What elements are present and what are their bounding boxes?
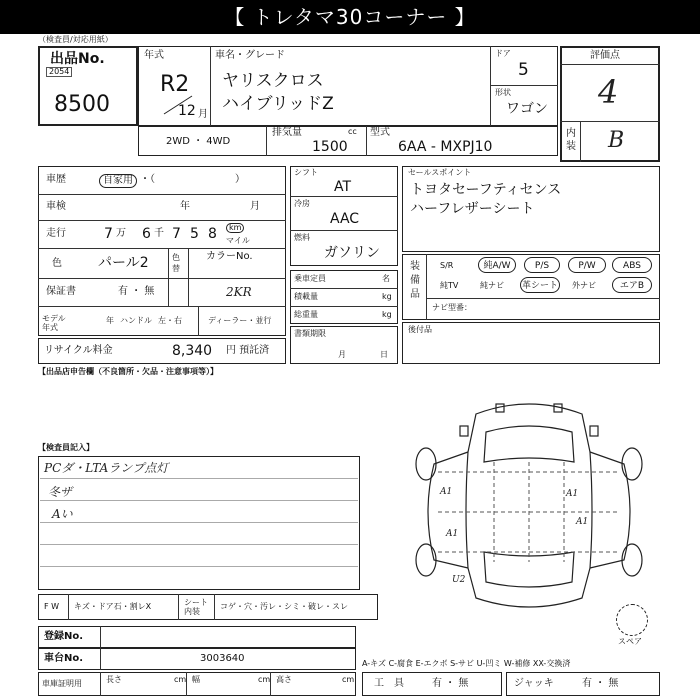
equip-navi: 純ナビ — [480, 281, 504, 290]
equip-ext-navi: 外ナビ — [572, 281, 596, 290]
lot-label: 出品No. — [50, 51, 105, 67]
equip-power-steering: P/S — [524, 257, 560, 273]
car-name: ヤリスクロス — [222, 71, 324, 91]
equip-leather-seat: 革シート — [520, 277, 560, 293]
inspector-note-1: PCダ・LTAランプ点灯 — [44, 461, 169, 475]
chassis-label: 車台No. — [44, 653, 84, 664]
car-grade: ハイブリッドZ — [222, 94, 334, 114]
header-note: （検査員/対応用紙） — [38, 35, 113, 44]
diagram-mark-5: U2 — [452, 575, 466, 585]
registration-label: 書類期限 — [294, 329, 326, 338]
displacement-value: 1500 — [312, 139, 348, 155]
sales-line2: ハーフレザーシート — [410, 201, 535, 217]
mileage-d1: 7 — [104, 226, 113, 242]
color-label: 色 — [52, 258, 62, 269]
cert-length: 長さ — [106, 675, 122, 684]
equip-tv: 純TV — [440, 281, 459, 290]
registration-month: 月 — [338, 350, 346, 359]
drive-type: 2WD ・ 4WD — [166, 136, 231, 147]
inspection-label: 車検 — [46, 201, 66, 212]
color-value: パール2 — [98, 255, 149, 271]
car-damage-diagram — [404, 392, 654, 622]
color-code-label: カラーNo. — [206, 251, 253, 262]
mileage-u2: 千 — [154, 228, 164, 239]
score-label: 評価点 — [590, 50, 620, 61]
diagram-mark-1: A1 — [440, 487, 453, 497]
aircon-value: AAC — [330, 211, 360, 227]
mileage-label: 走行 — [46, 228, 66, 239]
model-year-label: モデル年式 — [42, 314, 66, 332]
model-type-label: 型式 — [370, 127, 390, 138]
garage-cert-label: 車庫証明用 — [42, 679, 82, 688]
chassis-value: 3003640 — [200, 653, 245, 664]
color-change: 色替 — [172, 253, 180, 273]
handle-label: ハンドル — [120, 316, 152, 325]
equip-power-windows: P/W — [568, 257, 606, 273]
jack-label: ジャッキ — [514, 678, 554, 689]
fuel-label: 燃料 — [294, 233, 310, 242]
inspection-year: 年 — [180, 201, 190, 212]
mileage-d2: 6 — [142, 226, 151, 242]
load-label: 積載量 — [294, 292, 318, 301]
sales-label: セールスポイント — [408, 168, 472, 177]
dealer-label: ディーラー・並行 — [208, 316, 272, 325]
gross-unit: kg — [382, 310, 392, 319]
cert-height: 高さ — [276, 675, 292, 684]
jack-value: 有 ・ 無 — [582, 678, 619, 689]
legend-seat: シート内装 — [184, 598, 208, 616]
body-type-label: 形状 — [495, 88, 511, 97]
year-slash — [160, 94, 196, 119]
mileage-d5: 8 — [208, 226, 217, 242]
aftermarket-box — [402, 322, 660, 364]
equip-alloy-wheels: 純A/W — [478, 257, 516, 273]
cert-height-unit: cm — [342, 675, 355, 684]
diagram-mark-2: A1 — [566, 489, 579, 499]
interior-value: B — [608, 128, 625, 153]
shift-label: シフト — [294, 168, 318, 177]
tools-value: 有 ・ 無 — [432, 678, 469, 689]
lot-stamp: 2054 — [46, 67, 72, 77]
spare-tire-icon — [616, 604, 648, 636]
year-month-unit: 月 — [198, 109, 208, 120]
warranty-value: 有 ・ 無 — [118, 286, 155, 297]
sales-line1: トヨタセーフティセンス — [410, 182, 562, 198]
cert-width: 幅 — [192, 675, 200, 684]
aircon-label: 冷房 — [294, 199, 310, 208]
lot-number: 8500 — [54, 92, 110, 117]
reg-no-row — [38, 626, 356, 648]
equip-sr: S/R — [440, 261, 454, 270]
damage-codes: A-キズ C-腐食 E-エクボ S-サビ U-凹ミ W-補修 XX-交換済 — [362, 659, 571, 668]
legend-damage-2: コゲ・穴・汚レ・シミ・破レ・スレ — [220, 602, 348, 611]
diagram-mark-4: A1 — [576, 517, 589, 527]
banner-title: 【 トレタマ30コーナー 】 — [0, 0, 700, 34]
mileage-d4: 5 — [190, 226, 199, 242]
handle-value: 左・右 — [158, 316, 182, 325]
diagram-mark-3: A1 — [446, 529, 459, 539]
color-code: 2KR — [226, 285, 252, 299]
inspection-month: 月 — [250, 201, 260, 212]
load-unit: kg — [382, 292, 392, 301]
score-value: 4 — [598, 73, 619, 111]
cert-length-unit: cm — [174, 675, 187, 684]
model-year-unit: 年 — [106, 316, 114, 325]
chassis-row — [38, 648, 356, 670]
car-label: 車名・グレード — [215, 50, 285, 61]
inspector-box — [38, 456, 360, 590]
gross-label: 総重量 — [294, 310, 318, 319]
year-month: 12 — [178, 103, 196, 119]
equip-abs: ABS — [612, 257, 652, 273]
legend-damage: キズ・ドア石・割レX — [74, 602, 152, 611]
mileage-u1: 万 — [116, 228, 126, 239]
equip-airbag: エアB — [612, 277, 652, 293]
doors-label: ドア — [495, 49, 511, 58]
mileage-d3: 7 — [172, 226, 181, 242]
year-era: R2 — [160, 72, 190, 97]
history-rest: ・（ ） — [140, 174, 245, 185]
warranty-label: 保証書 — [46, 286, 76, 297]
year-label: 年式 — [144, 50, 164, 61]
recycle-label: リサイクル料金 — [44, 345, 113, 356]
history-label: 車歴 — [46, 174, 66, 185]
registration-day: 日 — [380, 350, 388, 359]
seller-notes-label: 【出品店申告欄（不良箇所・欠品・注意事項等）】 — [38, 367, 218, 376]
body-type-value: ワゴン — [506, 101, 548, 117]
aftermarket-label: 後付品 — [408, 325, 432, 334]
equipment-label: 装備品 — [410, 261, 420, 300]
recycle-unit: 円 預託済 — [226, 345, 270, 356]
recycle-value: 8,340 — [172, 343, 213, 359]
fuel-value: ガソリン — [324, 245, 380, 261]
displacement-unit: cc — [348, 127, 357, 136]
mileage-unit-mile: マイル — [226, 236, 250, 245]
mileage-unit-km: km — [226, 223, 244, 233]
tools-label: 工 具 — [374, 678, 404, 689]
interior-label: 内装 — [566, 128, 576, 152]
capacity-unit: 名 — [382, 274, 390, 283]
inspector-note-3: Aい — [52, 507, 73, 521]
legend-fw: F W — [44, 602, 60, 611]
cert-width-unit: cm — [258, 675, 271, 684]
capacity-label: 乗車定員 — [294, 274, 326, 283]
navi-model-label: ナビ型番： — [432, 303, 472, 312]
reg-no-label: 登録No. — [44, 631, 84, 642]
inspector-note-2: 冬ザ — [48, 485, 73, 499]
model-type-value: 6AA - MXPJ10 — [398, 139, 493, 155]
shift-value: AT — [334, 179, 352, 195]
doors-value: 5 — [518, 60, 529, 80]
history-value: 自家用 — [99, 174, 137, 188]
spare-label: スペア — [618, 637, 642, 646]
displacement-label: 排気量 — [272, 127, 302, 138]
inspector-label: 【検査員記入】 — [38, 443, 94, 452]
